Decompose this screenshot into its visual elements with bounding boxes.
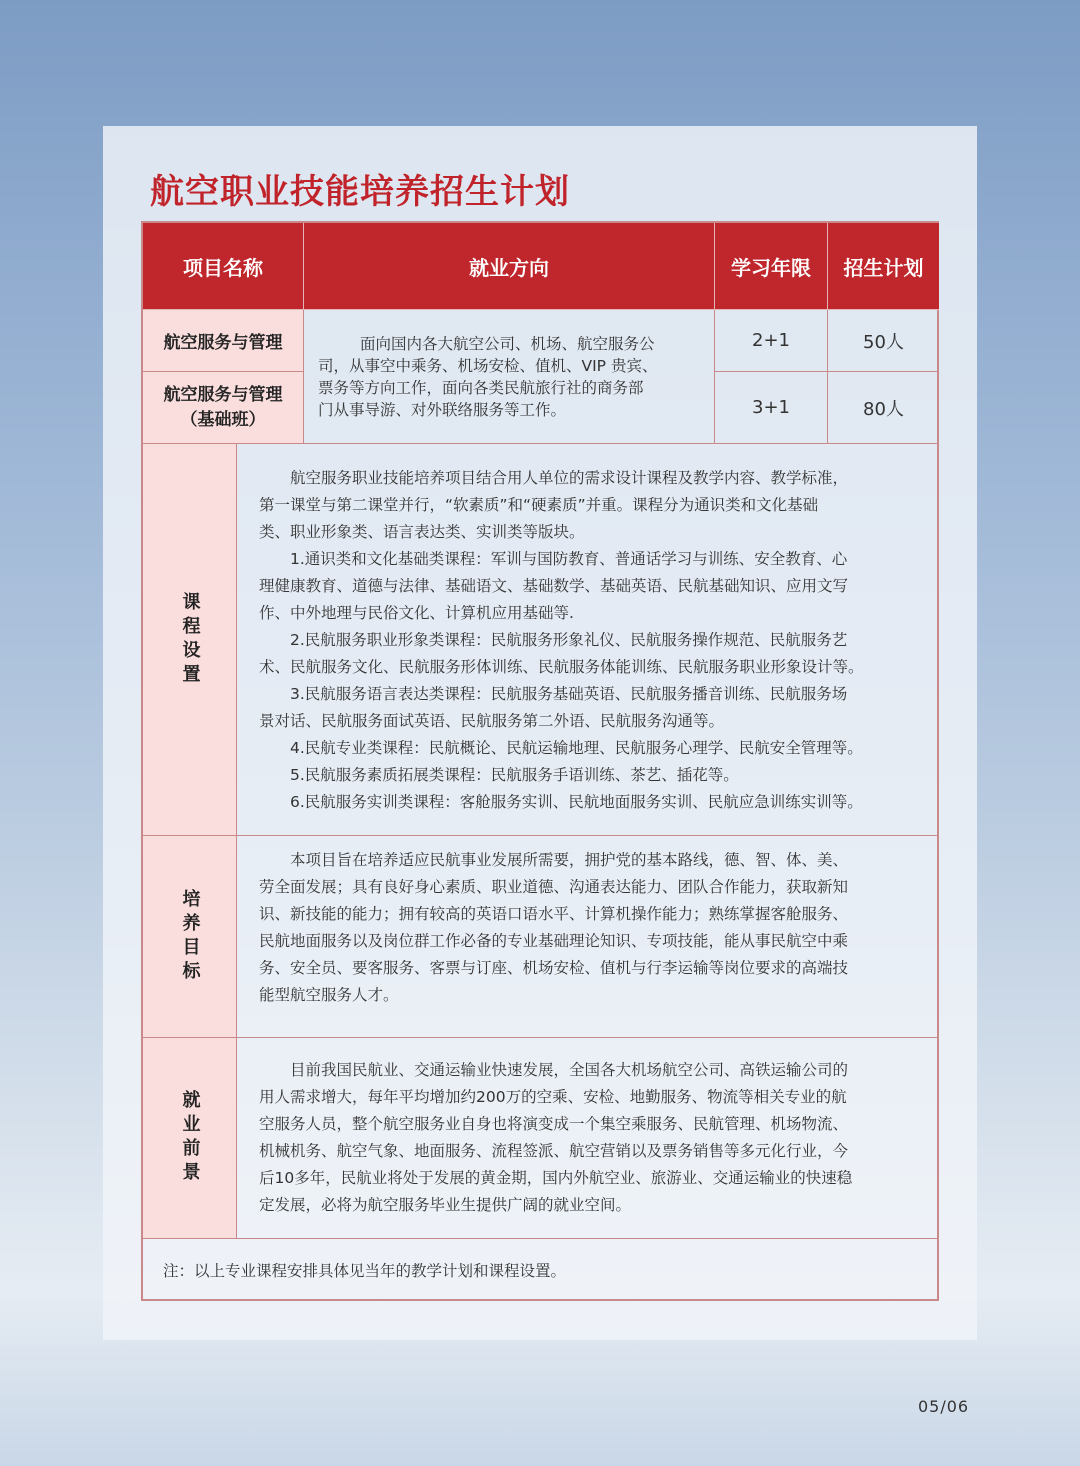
direction-line: 司，从事空中乘务、机场安检、值机、VIP 贵宾、 [318, 356, 658, 375]
program-name-line: 航空服务与管理 [163, 384, 283, 405]
text-line: 机械机务、航空气象、地面服务、流程签派、航空营销以及票务销售等多元化行业，今 [259, 1142, 849, 1160]
text-line: 后10多年，民航业将处于发展的黄金期，国内外航空业、旅游业、交通运输业的快速稳 [259, 1169, 853, 1187]
text-line: 本项目旨在培养适应民航事业发展所需要，拥护党的基本路线，德、智、体、美、 [259, 851, 849, 869]
years-value: 3+1 [715, 372, 828, 444]
text-line: 4.民航专业类课程：民航概论、民航运输地理、民航服务心理学、民航安全管理等。 [259, 739, 863, 757]
direction-line: 面向国内各大航空公司、机场、航空服务公 [360, 334, 655, 353]
page-number: 05/06 [918, 1397, 970, 1416]
quota-value: 50人 [828, 310, 939, 372]
section-label-text: 培养目标 [179, 888, 201, 985]
text-line: 能型航空服务人才。 [259, 986, 399, 1004]
text-line: 务、安全员、要客服务、客票与订座、机场安检、值机与行李运输等岗位要求的高端技 [259, 959, 849, 977]
text-line: 景对话、民航服务面试英语、民航服务第二外语、民航服务沟通等。 [259, 712, 725, 730]
text-line: 空服务人员，整个航空服务业自身也将演变成一个集空乘服务、民航管理、机场物流、 [259, 1115, 849, 1133]
text-line: 类、职业形象类、语言表达类、实训类等版块。 [259, 523, 585, 541]
text-line: 1.通识类和文化基础类课程：军训与国防教育、普通话学习与训练、安全教育、心 [259, 550, 848, 568]
text-line: 民航地面服务以及岗位群工作必备的专业基础理论知识、专项技能，能从事民航空中乘 [259, 932, 849, 950]
text-line: 术、民航服务文化、民航服务形体训练、民航服务体能训练、民航服务职业形象设计等。 [259, 658, 864, 676]
direction-cell [304, 310, 715, 444]
text-line: 作、中外地理与民俗文化、计算机应用基础等. [259, 604, 574, 622]
header-direction: 就业方向 [304, 223, 715, 310]
footnote: 注：以上专业课程安排具体见当年的教学计划和课程设置。 [163, 1262, 567, 1280]
text-line: 2.民航服务职业形象类课程：民航服务形象礼仪、民航服务操作规范、民航服务艺 [259, 631, 848, 649]
program-name-suffix: （基础班） [180, 409, 266, 430]
section-label-goals [143, 836, 237, 1038]
text-line: 定发展，必将为航空服务毕业生提供广阔的就业空间。 [259, 1196, 632, 1214]
curriculum-text [259, 465, 864, 816]
text-line: 航空服务职业技能培养项目结合用人单位的需求设计课程及教学内容、教学标准， [259, 469, 849, 487]
enrollment-table [141, 221, 939, 1301]
text-line: 6.民航服务实训类课程：客舱服务实训、民航地面服务实训、民航应急训练实训等。 [259, 793, 863, 811]
page-title: 航空职业技能培养招生计划 [150, 172, 570, 212]
text-line: 劳全面发展；具有良好身心素质、职业道德、沟通表达能力、团队合作能力，获取新知 [259, 878, 849, 896]
prospects-text [259, 1057, 852, 1219]
program-name: 航空服务与管理 [143, 310, 304, 372]
header-quota: 招生计划 [828, 223, 939, 310]
years-value: 2+1 [715, 310, 828, 372]
text-line: 目前我国民航业、交通运输业快速发展，全国各大机场航空公司、高铁运输公司的 [259, 1061, 849, 1079]
header-program: 项目名称 [143, 223, 304, 310]
program-name [143, 372, 304, 444]
text-line: 用人需求增大，每年平均增加约200万的空乘、安检、地勤服务、物流等相关专业的航 [259, 1088, 847, 1106]
goals-text [259, 847, 848, 1009]
section-label-text: 课程设置 [179, 591, 201, 688]
text-line: 3.民航服务语言表达类课程：民航服务基础英语、民航服务播音训练、民航服务场 [259, 685, 848, 703]
section-label-curriculum [143, 444, 237, 836]
quota-value: 80人 [828, 372, 939, 444]
section-label-text: 就业前景 [179, 1090, 201, 1186]
direction-line: 票务等方向工作，面向各类民航旅行社的商务部 [318, 378, 644, 397]
text-line: 5.民航服务素质拓展类课程：民航服务手语训练、茶艺、插花等。 [259, 766, 739, 784]
text-line: 识、新技能的能力；拥有较高的英语口语水平、计算机操作能力；熟练掌握客舱服务、 [259, 905, 849, 923]
text-line: 理健康教育、道德与法律、基础语文、基础数学、基础英语、民航基础知识、应用文写 [259, 577, 849, 595]
direction-line: 门从事导游、对外联络服务等工作。 [318, 400, 567, 419]
text-line: 第一课堂与第二课堂并行，“软素质”和“硬素质”并重。课程分为通识类和文化基础 [259, 496, 819, 514]
section-label-prospects [143, 1038, 237, 1239]
header-years: 学习年限 [715, 223, 828, 310]
